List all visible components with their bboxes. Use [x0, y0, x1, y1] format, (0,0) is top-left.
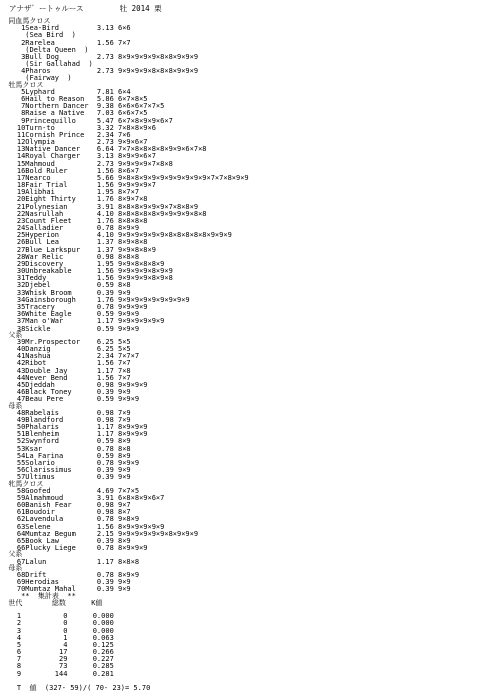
report-line-13: 7Northern Dancer 9.38 6×6×6×7×7×5: [0, 102, 165, 110]
report-line-58: 50Phalaris 1.17 8×9×9×9: [0, 423, 148, 431]
report-line-38: 32Djebel 0.59 8×8: [0, 281, 131, 289]
report-line-76: 父系: [0, 550, 23, 558]
report-line-55: 母系: [0, 402, 23, 410]
report-line-71: 62Lavendula 0.78 9×8×9: [0, 515, 140, 523]
report-line-51: 44Never Bend 1.56 7×7: [0, 374, 131, 382]
report-line-6: 3Bull Dog 2.73 8×9×9×9×9×8×8×9×9×9: [0, 53, 199, 61]
report-line-60: 52Swynford 0.59 8×9: [0, 437, 131, 445]
report-line-81: 70Mumtaz Mahal 0.39 9×9: [0, 585, 131, 593]
report-line-52: 45Djeddah 0.98 9×9×9×9: [0, 381, 148, 389]
report-line-0: アナザ゛ートゥルース 牡 2014 栗: [0, 4, 162, 13]
report-line-63: 55Solario 0.78 9×9×9: [0, 459, 140, 467]
report-line-87: 4 1 0.063: [0, 634, 114, 642]
report-line-46: 39Mr.Prospector 6.25 5×5: [0, 338, 131, 346]
report-line-61: 53Ksar 0.78 8×8: [0, 445, 131, 453]
report-line-29: 23Count Fleet 1.76 8×8×8×8: [0, 217, 148, 225]
report-line-8: 4Pharos 2.73 9×9×9×9×8×8×8×9×9×9: [0, 67, 199, 75]
report-line-15: 9Princequillo 5.47 6×7×8×9×9×6×7: [0, 117, 173, 125]
report-line-43: 37Man o'War 1.17 9×9×9×9×9×9: [0, 317, 165, 325]
report-line-47: 40Danzig 6.25 5×5: [0, 345, 131, 353]
report-line-74: 65Book Law 0.39 8×9: [0, 537, 131, 545]
report-line-56: 48Rabelais 0.98 7×9: [0, 409, 131, 417]
report-line-16: 10Turn-to 3.32 7×8×8×9×6: [0, 124, 156, 132]
report-line-5: (Delta Queen ): [0, 46, 89, 54]
report-line-33: 27Blue Larkspur 1.37 9×9×8×8×9: [0, 246, 156, 254]
report-line-93: T 値 (327- 59)/( 70- 23)= 5.70: [0, 684, 151, 692]
report-line-23: 17Nearco 5.66 9×8×8×9×9×9×9×9×9×9×9×7×7×8×9×9: [0, 174, 249, 182]
report-line-34: 28War Relic 0.98 8×8×8: [0, 253, 140, 261]
report-line-62: 54La Farina 0.59 8×9: [0, 452, 131, 460]
report-line-69: 60Banish Fear 0.98 9×7: [0, 501, 131, 509]
report-line-91: 8 73 0.285: [0, 662, 114, 670]
report-line-66: 牝馬クロス: [0, 480, 44, 488]
report-line-9: (Fairway ): [0, 74, 72, 82]
report-line-40: 34Gainsborough 1.76 9×9×9×9×9×9×9×9×9: [0, 296, 190, 304]
report-line-64: 56Clarissimus 0.39 9×9: [0, 466, 131, 474]
report-line-27: 21Polynesian 3.91 8×8×8×9×9×9×7×8×8×9: [0, 203, 199, 211]
report-line-68: 59Almahmoud 3.91 6×8×8×9×6×7: [0, 494, 165, 502]
report-line-67: 58Goofed 4.69 7×7×5: [0, 487, 140, 495]
report-line-50: 43Double Jay 1.17 7×8: [0, 367, 131, 375]
report-line-19: 13Native Dancer 6.64 7×7×8×8×8×8×9×9×6×7×8: [0, 145, 207, 153]
report-line-26: 20Eight Thirty 1.76 8×9×7×8: [0, 195, 148, 203]
report-line-36: 30Unbreakable 1.56 9×9×9×9×8×9×9: [0, 267, 173, 275]
report-line-59: 51Blenheim 1.17 8×9×9×9: [0, 430, 148, 438]
report-line-72: 63Selene 1.56 8×9×9×9×9×9: [0, 523, 165, 531]
report-line-11: 5Lyphard 7.81 6×4: [0, 88, 131, 96]
report-line-86: 3 0 0.000: [0, 627, 114, 635]
report-line-3: (Sea Bird ): [0, 31, 76, 39]
report-line-24: 18Fair Trial 1.56 9×9×9×9×7: [0, 181, 156, 189]
report-line-73: 64Mumtaz Begum 2.15 9×9×9×9×9×9×8×9×9×9: [0, 530, 199, 538]
report-line-83: 世代 総数 K値: [0, 599, 103, 607]
report-line-1: 同血馬クロス: [0, 17, 51, 25]
report-line-44: 38Sickle 0.59 9×9×9: [0, 325, 140, 333]
report-line-82: ** 集計表 **: [0, 592, 76, 600]
report-line-32: 26Bull Lea 1.37 8×9×8×8: [0, 238, 148, 246]
report-line-17: 11Cornish Prince 2.34 7×6: [0, 131, 131, 139]
report-line-2: 1Sea-Bird 3.13 6×6: [0, 24, 131, 32]
report-line-65: 57Ultimus 0.39 9×9: [0, 473, 131, 481]
report-line-7: (Sir Gallahad ): [0, 60, 93, 68]
report-line-45: 父系: [0, 331, 23, 339]
report-line-70: 61Boudoir 0.98 8×7: [0, 508, 131, 516]
report-line-75: 66Plucky Liege 0.78 8×9×9×9: [0, 544, 148, 552]
report-line-42: 36White Eagle 0.59 9×9×9: [0, 310, 140, 318]
report-line-48: 41Nashua 2.34 7×7×7: [0, 352, 140, 360]
report-line-30: 24Salladier 0.78 8×9×9: [0, 224, 140, 232]
report-line-85: 2 0 0.000: [0, 619, 114, 627]
report-line-41: 35Tracery 0.78 9×9×9×9: [0, 303, 148, 311]
report-line-78: 母系: [0, 564, 23, 572]
report-line-39: 33Whisk Broom 0.39 9×9: [0, 289, 131, 297]
report-line-90: 7 29 0.227: [0, 655, 114, 663]
report-line-28: 22Nasrullah 4.10 8×8×8×8×8×9×9×9×9×8×8: [0, 210, 207, 218]
report-line-88: 5 4 0.125: [0, 641, 114, 649]
report-line-20: 14Royal Charger 3.13 8×9×9×6×7: [0, 152, 156, 160]
report-line-49: 42Ribot 1.56 7×7: [0, 359, 131, 367]
report-line-80: 69Herodias 0.39 9×9: [0, 578, 131, 586]
report-line-84: 1 0 0.000: [0, 612, 114, 620]
report-line-79: 68Drift 0.78 8×9×9: [0, 571, 140, 579]
report-line-54: 47Beau Pere 0.59 9×9×9: [0, 395, 140, 403]
report-line-22: 16Bold Ruler 1.56 8×6×7: [0, 167, 140, 175]
report-line-77: 67Lalun 1.17 8×8×8: [0, 558, 140, 566]
report-line-18: 12Olympia 2.73 9×9×6×7: [0, 138, 148, 146]
report-line-12: 6Hail to Reason 5.86 6×7×8×5: [0, 95, 148, 103]
report-line-25: 19Alibhai 1.95 8×7×7: [0, 188, 140, 196]
report-line-31: 25Hyperion 4.10 9×9×9×9×9×9×8×8×8×8×8×9×9×9: [0, 231, 232, 239]
report-line-14: 8Raise a Native 7.03 6×6×7×5: [0, 109, 148, 117]
report-line-53: 46Black Toney 0.39 9×9: [0, 388, 131, 396]
report-line-37: 31Teddy 1.56 9×9×9×9×8×9×8: [0, 274, 173, 282]
report-line-92: 9 144 0.281: [0, 670, 114, 678]
report-line-21: 15Mahmoud 2.73 9×9×9×9×7×8×8: [0, 160, 173, 168]
report-line-4: 2Rarelea 1.56 7×7: [0, 39, 131, 47]
report-line-35: 29Discovery 1.95 9×9×8×8×8×9: [0, 260, 165, 268]
report-line-10: 牡馬クロス: [0, 81, 44, 89]
report-line-57: 49Blandford 0.98 7×9: [0, 416, 131, 424]
report-line-89: 6 17 0.266: [0, 648, 114, 656]
